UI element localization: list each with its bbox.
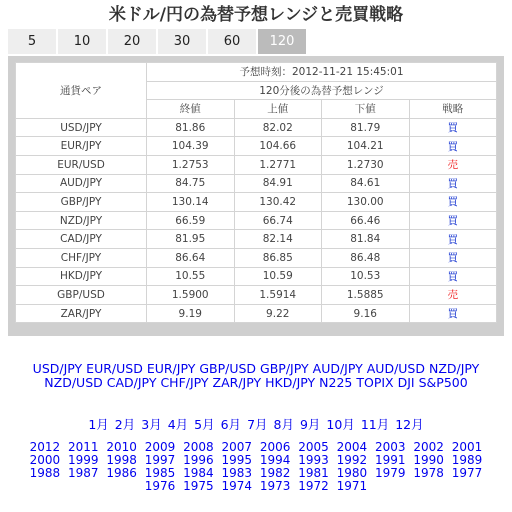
high-cell: 1.2771 [234,155,322,174]
pair-link[interactable]: HKD/JPY [265,375,316,390]
tab-10[interactable]: 10 [58,29,108,54]
high-cell: 130.42 [234,193,322,212]
low-cell: 81.84 [322,230,410,249]
year-link[interactable]: 1992 [336,453,368,467]
year-link[interactable]: 2006 [259,440,291,454]
pair-link[interactable]: AUD/JPY [312,361,363,376]
pair-link[interactable]: CHF/JPY [160,375,209,390]
signal-cell: 買 [409,230,497,249]
low-cell: 81.79 [322,118,410,137]
year-link[interactable]: 1984 [183,466,214,480]
tab-120[interactable]: 120 [258,29,308,54]
column-header-strategy: 戦略 [409,100,497,119]
year-link[interactable]: 1999 [68,453,99,467]
year-link[interactable]: 2001 [451,440,483,454]
year-link[interactable]: 1997 [144,453,176,467]
year-link[interactable]: 2003 [375,440,406,454]
month-link[interactable]: 1月 [88,417,109,432]
pair-link[interactable]: NZD/USD [44,375,103,390]
year-link[interactable]: 1971 [336,479,368,493]
pair-link[interactable]: N225 [319,375,353,390]
tab-20[interactable]: 20 [108,29,158,54]
low-cell: 66.46 [322,211,410,230]
pair-cell: AUD/JPY [16,174,147,193]
close-cell: 1.5900 [147,286,235,305]
year-link[interactable]: 2009 [144,440,176,454]
high-cell: 104.66 [234,137,322,156]
table-row [16,304,497,323]
month-link[interactable]: 12月 [395,417,424,432]
pair-cell: EUR/USD [16,155,147,174]
forecast-table [15,62,497,323]
pair-link[interactable]: TOPIX [356,375,394,390]
month-link[interactable]: 6月 [220,417,242,432]
low-cell: 9.16 [322,304,410,323]
year-link[interactable]: 2004 [336,440,368,454]
year-link[interactable]: 2000 [29,453,61,467]
month-link[interactable]: 8月 [273,417,294,432]
year-link[interactable]: 1985 [144,466,176,480]
signal-cell: 売 [409,155,497,174]
pair-link[interactable]: S&P500 [418,375,468,390]
pair-link[interactable]: AUD/USD [366,361,425,376]
pair-link[interactable]: GBP/JPY [260,361,309,376]
year-link[interactable]: 2010 [106,440,137,454]
low-cell: 10.53 [322,267,410,286]
month-link[interactable]: 7月 [247,417,268,432]
pair-link[interactable]: GBP/USD [199,361,257,376]
low-cell: 84.61 [322,174,410,193]
year-link[interactable]: 1980 [336,466,368,480]
close-cell: 10.55 [147,267,235,286]
pair-header: 通貨ペア [16,63,147,119]
year-link[interactable]: 2005 [298,440,329,454]
year-link[interactable]: 1989 [451,453,483,467]
column-header-close: 終値 [147,100,235,119]
year-link[interactable]: 1974 [221,479,253,493]
signal-cell: 買 [409,118,497,137]
pair-cell: HKD/JPY [16,267,147,286]
column-header-low: 下値 [322,100,410,119]
signal-cell: 買 [409,193,497,212]
year-link[interactable]: 1981 [298,466,329,480]
year-link[interactable]: 1988 [29,466,61,480]
pair-cell: ZAR/JPY [16,304,147,323]
pair-cell: NZD/JPY [16,211,147,230]
table-row [16,248,497,267]
year-link[interactable]: 1986 [106,466,137,480]
forecast-panel [8,56,504,336]
signal-cell: 買 [409,211,497,230]
year-link[interactable]: 1977 [451,466,483,480]
high-cell: 82.14 [234,230,322,249]
year-link[interactable]: 2007 [221,440,253,454]
range-header: 120分後の為替予想レンジ [147,81,497,100]
pair-link[interactable]: USD/JPY [32,361,83,376]
tab-30[interactable]: 30 [158,29,208,54]
close-cell: 84.75 [147,174,235,193]
month-link[interactable]: 2月 [114,417,136,432]
pair-cell: GBP/JPY [16,193,147,212]
pair-link[interactable]: EUR/USD [86,361,143,376]
year-link[interactable]: 1983 [221,466,253,480]
low-cell: 130.00 [322,193,410,212]
table-row [16,286,497,305]
month-link[interactable]: 9月 [299,417,321,432]
close-cell: 104.39 [147,137,235,156]
year-link[interactable]: 1995 [221,453,253,467]
pair-cell: USD/JPY [16,118,147,137]
close-cell: 81.86 [147,118,235,137]
pair-links [0,362,512,390]
pair-cell: CHF/JPY [16,248,147,267]
year-link[interactable]: 1975 [183,479,214,493]
signal-cell: 買 [409,174,497,193]
year-link[interactable]: 1979 [375,466,406,480]
year-link[interactable]: 1973 [259,479,291,493]
pair-link[interactable]: EUR/JPY [146,361,196,376]
table-row [16,155,497,174]
low-cell: 86.48 [322,248,410,267]
pair-cell: CAD/JPY [16,230,147,249]
page-title: 米ドル/円の為替予想レンジと売買戦略 [108,5,404,25]
month-link[interactable]: 4月 [167,417,189,432]
year-link[interactable]: 2011 [68,440,99,454]
high-cell: 9.22 [234,304,322,323]
table-row [16,267,497,286]
table-row [16,230,497,249]
close-cell: 9.19 [147,304,235,323]
close-cell: 66.59 [147,211,235,230]
year-link[interactable]: 2012 [29,440,61,454]
high-cell: 66.74 [234,211,322,230]
year-link[interactable]: 1990 [413,453,444,467]
high-cell: 86.85 [234,248,322,267]
high-cell: 82.02 [234,118,322,137]
year-links [0,441,512,493]
year-link[interactable]: 1972 [298,479,329,493]
tab-60[interactable]: 60 [208,29,258,54]
signal-cell: 買 [409,137,497,156]
close-cell: 86.64 [147,248,235,267]
table-row [16,118,497,137]
signal-cell: 買 [409,267,497,286]
pair-cell: GBP/USD [16,286,147,305]
signal-cell: 買 [409,248,497,267]
forecast-time: 予想時刻：2012-11-21 15:45:01 [147,63,497,82]
year-link[interactable]: 1996 [183,453,214,467]
year-link[interactable]: 1991 [375,453,406,467]
month-link[interactable]: 11月 [360,417,390,432]
low-cell: 104.21 [322,137,410,156]
close-cell: 1.2753 [147,155,235,174]
interval-tabs [8,29,512,54]
year-link[interactable]: 1987 [68,466,99,480]
table-row [16,193,497,212]
month-links [0,415,512,433]
signal-cell: 買 [409,304,497,323]
tab-5[interactable]: 5 [8,29,58,54]
table-row [16,211,497,230]
close-cell: 130.14 [147,193,235,212]
year-link[interactable]: 2008 [183,440,214,454]
low-cell: 1.2730 [322,155,410,174]
low-cell: 1.5885 [322,286,410,305]
year-link[interactable]: 1978 [413,466,444,480]
year-link[interactable]: 1993 [298,453,329,467]
pair-link[interactable]: DJI [397,375,415,390]
high-cell: 10.59 [234,267,322,286]
column-header-high: 上値 [234,100,322,119]
month-link[interactable]: 5月 [194,417,215,432]
high-cell: 84.91 [234,174,322,193]
pair-link[interactable]: CAD/JPY [106,375,157,390]
close-cell: 81.95 [147,230,235,249]
year-link[interactable]: 1998 [106,453,137,467]
year-link[interactable]: 1994 [259,453,291,467]
month-link[interactable]: 3月 [141,417,162,432]
table-row [16,174,497,193]
signal-cell: 売 [409,286,497,305]
year-link[interactable]: 1976 [144,479,176,493]
year-link[interactable]: 1982 [259,466,291,480]
table-row [16,137,497,156]
month-link[interactable]: 10月 [326,417,355,432]
year-link[interactable]: 2002 [413,440,444,454]
high-cell: 1.5914 [234,286,322,305]
pair-link[interactable]: NZD/JPY [428,361,480,376]
pair-link[interactable]: ZAR/JPY [212,375,262,390]
pair-cell: EUR/JPY [16,137,147,156]
